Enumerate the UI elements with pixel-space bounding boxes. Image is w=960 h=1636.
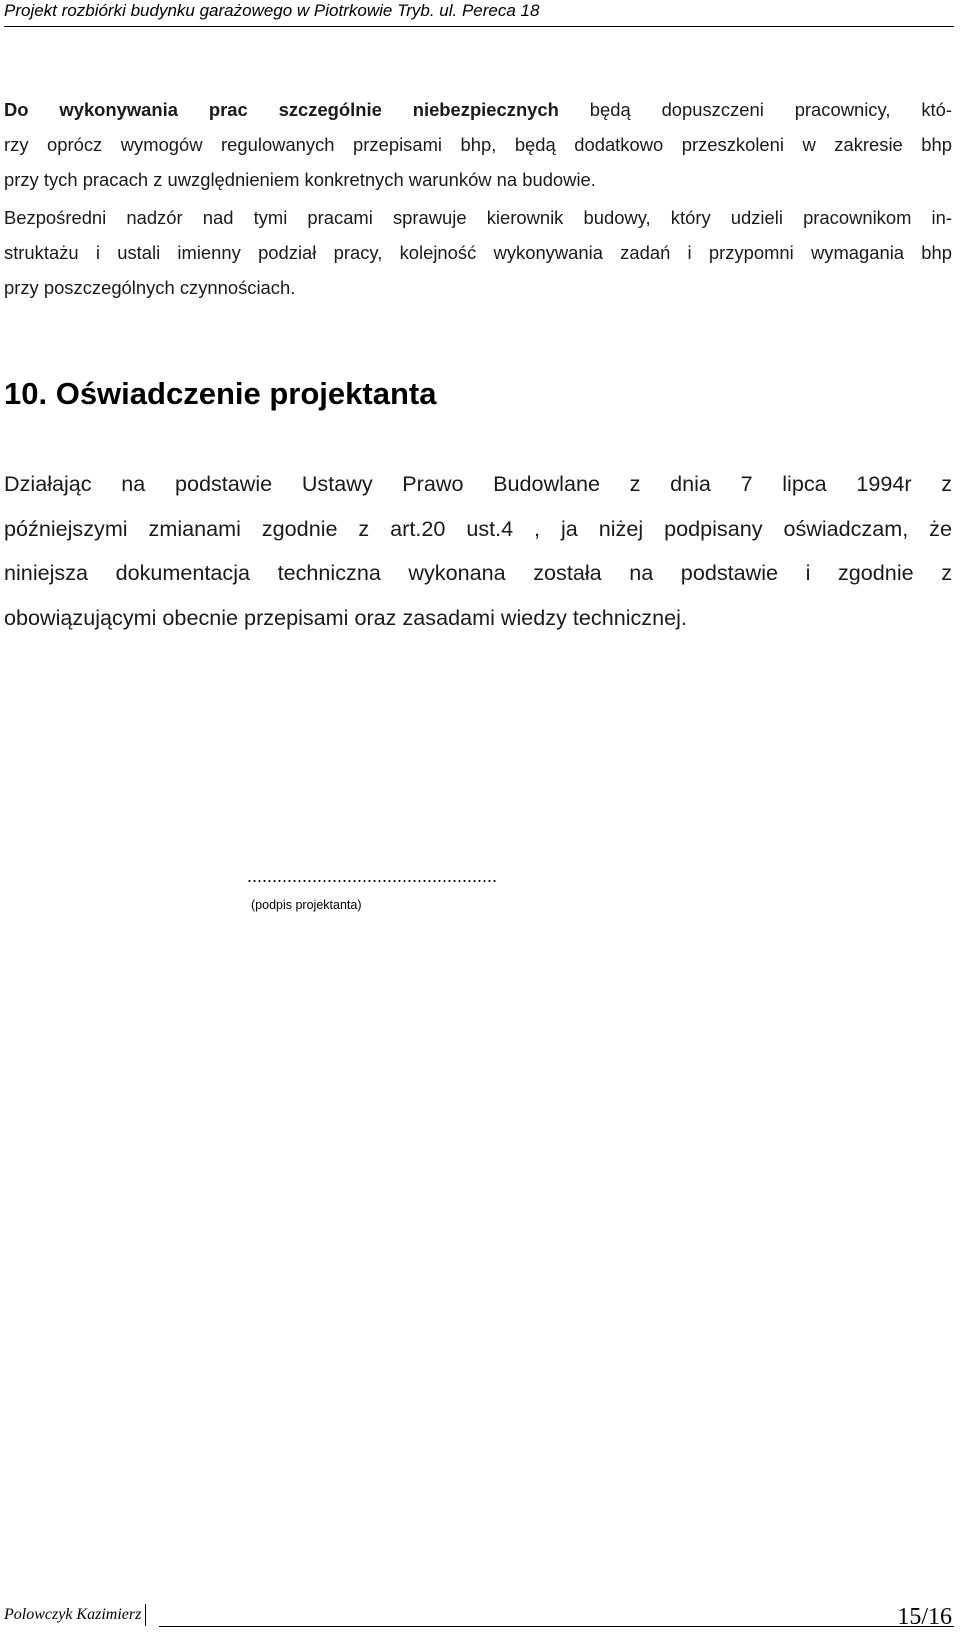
paragraph-line: niniejsza dokumentacja techniczna wykonana została na podstawie i zgodnie z: [4, 560, 952, 585]
signature-label: (podpis projektanta): [251, 898, 362, 912]
paragraph-supervision: [4, 200, 952, 305]
footer-rule: [159, 1626, 954, 1627]
paragraph-line: Działając na podstawie Ustawy Prawo Budowlane z dnia 7 lipca 1994r z: [4, 471, 952, 496]
page-footer: [4, 1598, 954, 1634]
paragraph-text: będą dopuszczeni pracownicy, któ-: [558, 99, 952, 120]
paragraph-line: [4, 92, 952, 127]
paragraph-line: obowiązującymi obecnie przepisami oraz zasadami wiedzy technicznej.: [4, 604, 687, 630]
page-header: [4, 0, 954, 27]
paragraph-line: Bezpośredni nadzór nad tymi pracami sprawuje kierownik budowy, który udzieli pracownikom in-: [4, 207, 952, 228]
paragraph-declaration: [4, 462, 952, 640]
section-heading: 10. Oświadczenie projektanta: [4, 376, 437, 411]
signature-line: ..................................................: [247, 866, 498, 886]
footer-author: Polowczyk Kazimierz: [4, 1604, 146, 1626]
header-title: Projekt rozbiórki budynku garażowego w Piotrkowie Tryb. ul. Pereca 18: [4, 1, 540, 20]
paragraph-line: rzy oprócz wymogów regulowanych przepisami bhp, będą dodatkowo przeszkoleni w zakresie bhp: [4, 134, 952, 155]
paragraph-line: przy tych pracach z uwzględnieniem konkretnych warunków na budowie.: [4, 169, 596, 190]
paragraph-line: przy poszczególnych czynnościach.: [4, 277, 296, 298]
page-number: 15/16: [897, 1604, 952, 1630]
paragraph-dangerous-work: [4, 92, 952, 197]
bold-phrase: Do wykonywania prac szczególnie niebezpiecznych: [4, 99, 559, 120]
paragraph-line: późniejszymi zmianami zgodnie z art.20 ust.4 , ja niżej podpisany oświadczam, że: [4, 515, 952, 541]
paragraph-line: struktażu i ustali imienny podział pracy, kolejność wykonywania zadań i przypomni wymagania bhp: [4, 242, 952, 263]
